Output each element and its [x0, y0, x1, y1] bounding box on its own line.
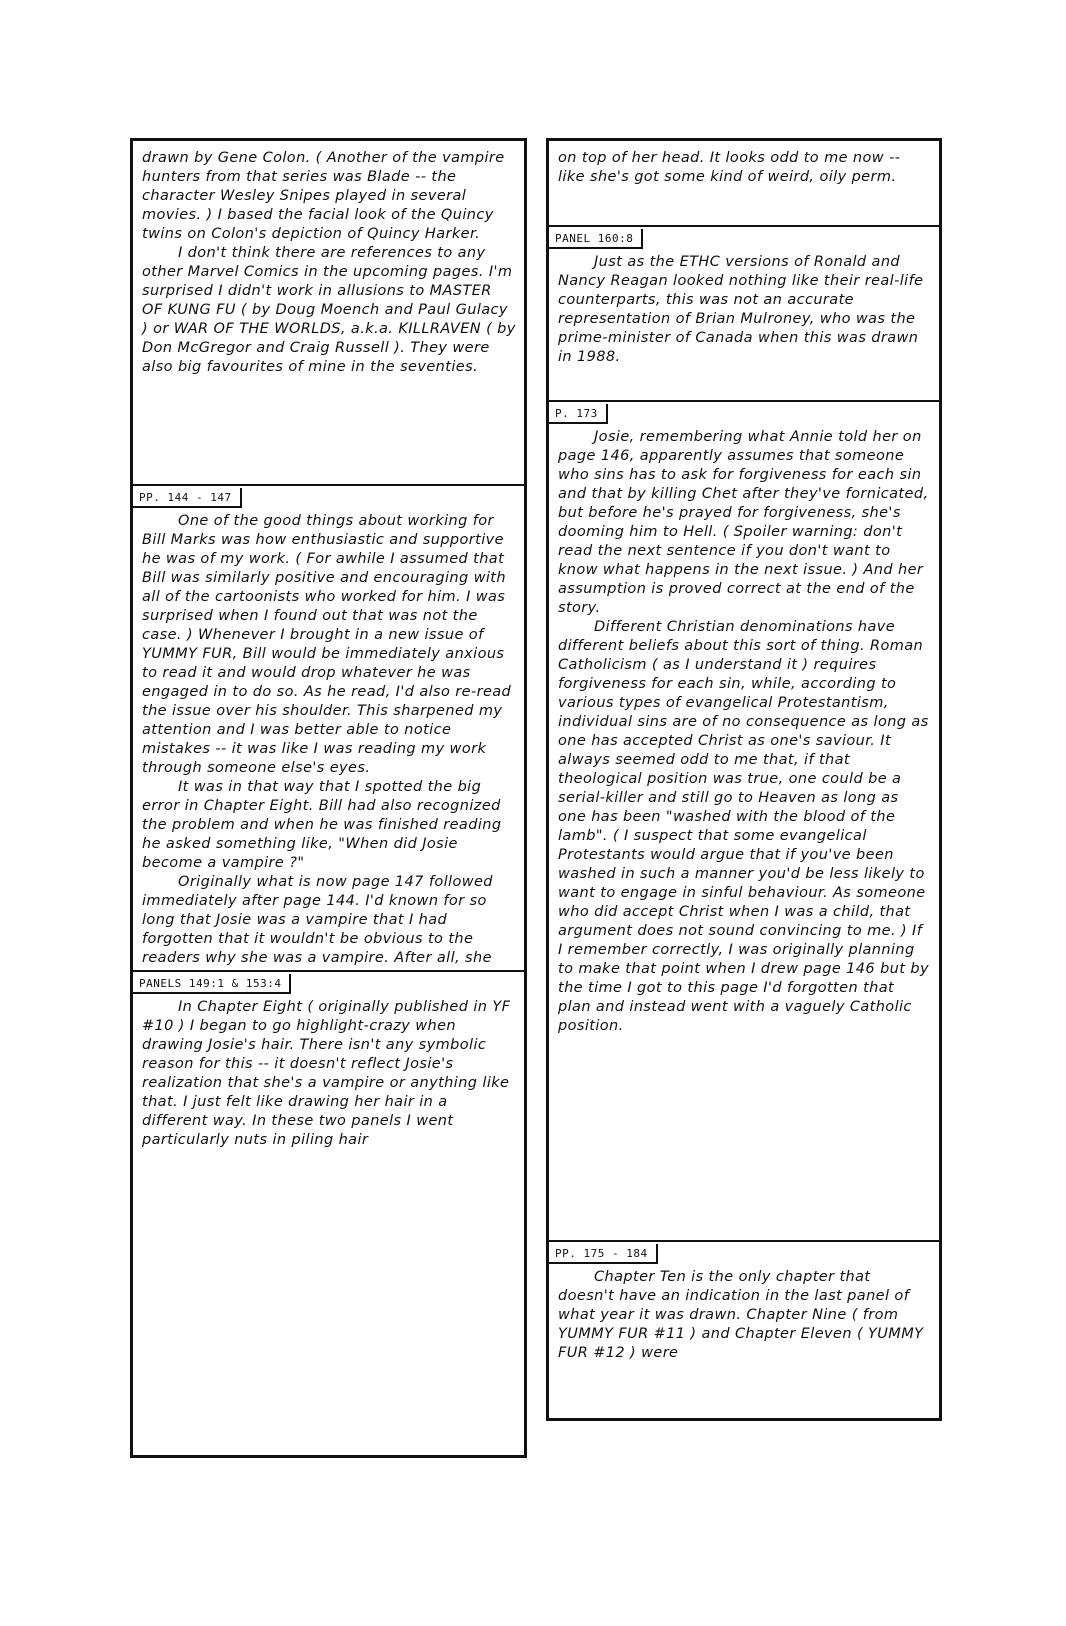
paragraph: Originally what is now page 147 followed immediately after page 144. I'd known for so long that Josie was a vampire that I had forgotten that it wouldn't be obvious to the readers why she was a vampire. After all, she [142, 874, 493, 966]
note-pp-144-147 [133, 484, 524, 970]
note-text [549, 253, 939, 367]
paragraph: Josie, remembering what Annie told her on page 146, apparently assumes that someone who sins has to ask for forgiveness for each sin and that by killing Chet after they've fornicated, but before he's prayed for forgiveness, she's dooming him to Hell. ( Spoiler warning: don't read the next sentence if you don't want to know what happens in the next issue. ) And her assumption is proved correct at the end of the story. [558, 429, 929, 616]
note-tag: P. 173 [549, 404, 608, 424]
note-panel-160-8 [549, 225, 939, 400]
note-text [549, 428, 939, 1036]
paragraph: Different Christian denominations have different beliefs about this sort of thing. Roman Catholicism ( as I understand it ) requires forgiveness for each sin, while, according to various types of evangelical Protestantism, individual sins are of no consequence as long as one has accepted Christ as one's saviour. It always seemed odd to me that, if that theological position was true, one could be a serial-killer and still go to Heaven as long as one has been "washed with the blood of the lamb". ( I suspect that some evangelical Protestants would argue that if you've been washed in such a manner you'd be less likely to want to engage in sinful behaviour. As someone who did accept Christ when I was a child, that argument does not sound convincing to me. ) If I remember correctly, I was originally planning to make that point when I drew page 146 but by the time I got to this page I'd forgotten that plan and instead went with a vaguely Catholic position. [558, 619, 929, 1034]
paragraph: drawn by Gene Colon. ( Another of the vampire hunters from that series was Blade -- the character Wesley Snipes played in several movies. ) I based the facial look of the Quincy twins on Colon's depiction of Quincy Harker. [142, 150, 505, 242]
paragraph: It was in that way that I spotted the big error in Chapter Eight. Bill had also recognized the problem and when he was finished reading he asked something like, "When did Josie become a vampire ?" [142, 779, 502, 871]
note-text [133, 998, 524, 1150]
right-intro-section [549, 141, 939, 225]
note-text [133, 512, 524, 970]
paragraph: One of the good things about working for Bill Marks was how enthusiastic and supportive he was of my work. ( For awhile I assumed that Bill was similarly positive and encouraging with all of the cartoonists who worked for him. I was surprised when I found out that was not the case. ) Whenever I brought in a new issue of YUMMY FUR, Bill would be immediately anxious to read it and would drop whatever he was engaged in to do so. As he read, I'd also re-read the issue over his shoulder. This sharpened my attention and I was better able to notice mistakes -- it was like I was reading my work through someone else's eyes. [142, 513, 512, 776]
note-pp-175-184 [549, 1240, 939, 1418]
left-text-column [130, 138, 527, 1458]
paragraph: In Chapter Eight ( originally published in YF #10 ) I began to go highlight-crazy when drawing Josie's hair. There isn't any symbolic reason for this -- it doesn't reflect Josie's realization that she's a vampire or anything like that. I just felt like drawing her hair in a different way. In these two panels I went particularly nuts in piling hair [142, 999, 511, 1148]
paragraph: I don't think there are references to any other Marvel Comics in the upcoming pages. I'm surprised I didn't work in allusions to MASTER OF KUNG FU ( by Doug Moench and Paul Gulacy ) or WAR OF THE WORLDS, a.k.a. KILLRAVEN ( by Don McGregor and Craig Russell ). They were also big favourites of mine in the seventies. [142, 245, 516, 375]
right-text-column [546, 138, 942, 1421]
note-tag: PANELS 149:1 & 153:4 [133, 974, 291, 994]
paragraph: Chapter Ten is the only chapter that doesn't have an indication in the last panel of what year it was drawn. Chapter Nine ( from YUMMY FUR #11 ) and Chapter Eleven ( YUMMY FUR #12 ) were [558, 1269, 924, 1361]
right-intro-text [549, 141, 939, 187]
left-intro-text [133, 141, 524, 377]
note-tag: PP. 175 - 184 [549, 1244, 658, 1264]
note-p-173 [549, 400, 939, 1240]
note-panels-149-153 [133, 970, 524, 1455]
paragraph: Just as the ETHC versions of Ronald and Nancy Reagan looked nothing like their real-life counterparts, this was not an accurate representation of Brian Mulroney, who was the prime-minister of Canada when this was drawn in 1988. [558, 254, 924, 365]
left-intro-section [133, 141, 524, 484]
note-tag: PANEL 160:8 [549, 229, 643, 249]
note-tag: PP. 144 - 147 [133, 488, 242, 508]
note-text [549, 1268, 939, 1363]
paragraph: on top of her head. It looks odd to me now -- like she's got some kind of weird, oily perm. [558, 150, 901, 185]
